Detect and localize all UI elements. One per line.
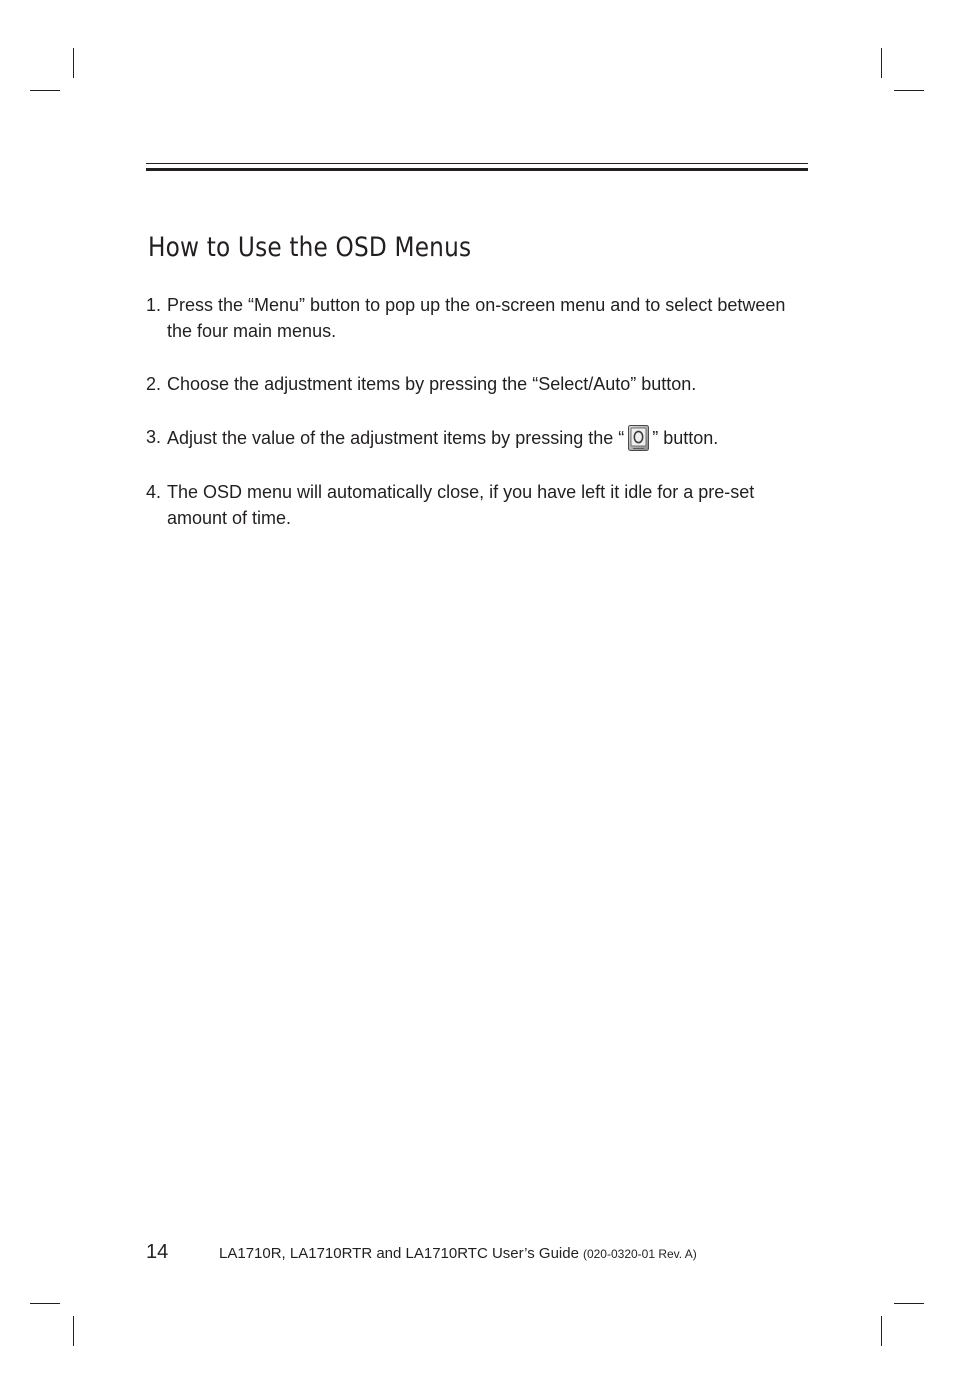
list-item [146, 479, 806, 531]
step-text: Press the “Menu” button to pop up the on-screen menu and to select between the four main menus. [167, 295, 786, 341]
list-item [146, 292, 806, 344]
step-text: Choose the adjustment items by pressing the “Select/Auto” button. [167, 374, 697, 394]
step-text-after-icon: ” button. [652, 428, 719, 448]
page-footer [146, 1240, 806, 1270]
crop-mark-bottom-left-horizontal [30, 1303, 60, 1304]
document-code: (020-0320-01 Rev. A) [582, 1247, 697, 1261]
step-number: 1. [146, 295, 162, 315]
crop-mark-bottom-right-vertical [881, 1316, 882, 1346]
crop-mark-top-left-horizontal [30, 90, 60, 91]
page-title: How to Use the OSD Menus [148, 232, 472, 263]
step-number: 2. [146, 374, 162, 394]
crop-mark-bottom-right-horizontal [894, 1303, 924, 1304]
step-text: The OSD menu will automatically close, if you have left it idle for a pre-set amount of time. [167, 482, 755, 528]
header-rule-thin [146, 163, 808, 164]
step-text [167, 428, 718, 448]
page-number: 14 [146, 1241, 169, 1263]
step-number: 3. [146, 427, 162, 447]
instruction-list [146, 292, 806, 558]
crop-mark-top-left-vertical [73, 48, 74, 78]
list-item [146, 371, 806, 397]
guide-title-text: LA1710R, LA1710RTR and LA1710RTC User’s Guide [219, 1245, 579, 1262]
crop-mark-top-right-vertical [881, 48, 882, 78]
crop-mark-top-right-horizontal [894, 90, 924, 91]
list-item [146, 424, 806, 452]
crop-mark-bottom-left-vertical [73, 1316, 74, 1346]
step-number: 4. [146, 482, 162, 502]
adjust-dial-button-icon [627, 424, 650, 452]
step-text-before-icon: Adjust the value of the adjustment items by pressing the “ [167, 428, 625, 448]
header-rule-thick [146, 168, 808, 171]
guide-title [219, 1244, 697, 1264]
